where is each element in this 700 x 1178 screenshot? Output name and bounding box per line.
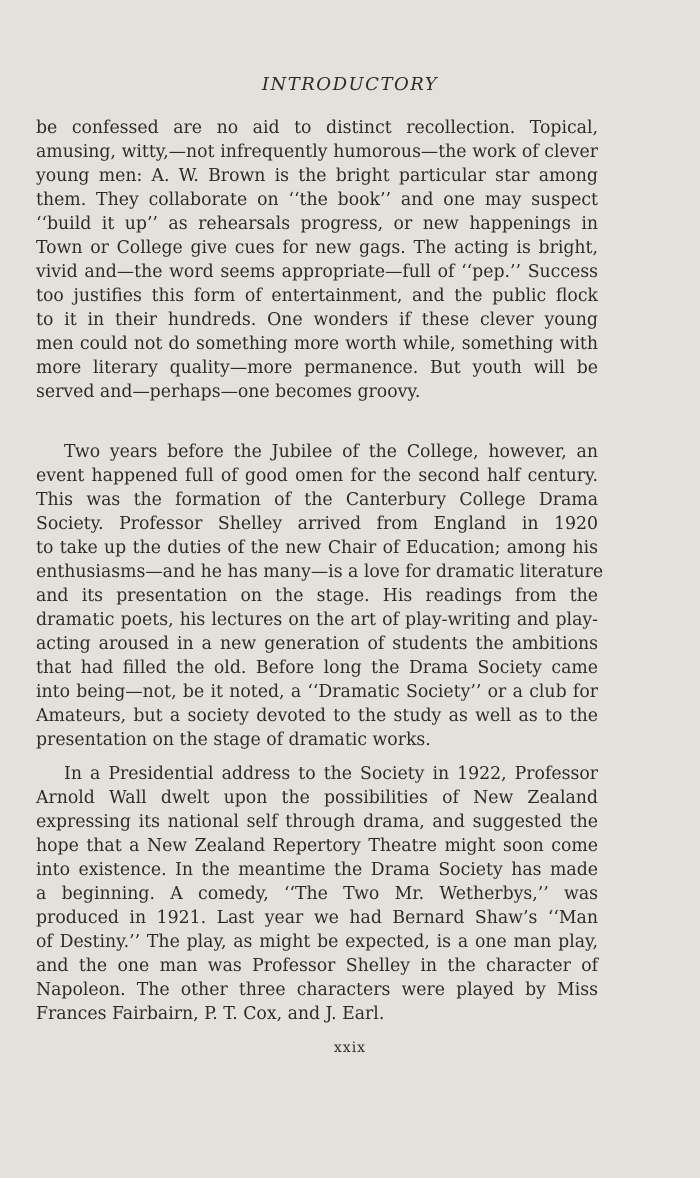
text-line: and the one man was Professor Shelley in the character of (36, 956, 598, 976)
text-line: presentation on the stage of dramatic works. (36, 730, 431, 750)
running-header: INTRODUCTORY (261, 74, 439, 95)
text-line: produced in 1921. Last year we had Bernard Shaw’s ‘‘Man (36, 908, 598, 928)
text-line: into existence. In the meantime the Drama Society has made (36, 860, 598, 880)
text-line: In a Presidential address to the Society in 1922, Professor (64, 764, 598, 784)
text-line: Napoleon. The other three characters were played by Miss (36, 980, 598, 1000)
text-line: be confessed are no aid to distinct recollection. Topical, (36, 118, 598, 138)
text-line: Amateurs, but a society devoted to the study as well as to the (36, 706, 598, 726)
text-line: and its presentation on the stage. His readings from the (36, 586, 598, 606)
text-line: a beginning. A comedy, ‘‘The Two Mr. Wetherbys,’’ was (36, 884, 598, 904)
paragraph-gap (36, 404, 598, 440)
paragraph (36, 762, 598, 1026)
text-line: Society. Professor Shelley arrived from England in 1920 (36, 514, 598, 534)
text-line: of Destiny.’’ The play, as might be expected, is a one man play, (36, 932, 598, 952)
text-line: Two years before the Jubilee of the College, however, an (64, 442, 598, 462)
text-line: hope that a New Zealand Repertory Theatre might soon come (36, 836, 598, 856)
paragraph (36, 116, 598, 404)
text-line: men could not do something more worth while, something with (36, 334, 598, 354)
body-text (36, 116, 604, 1026)
text-line: Frances Fairbairn, P. T. Cox, and J. Earl. (36, 1004, 385, 1024)
text-line: expressing its national self through drama, and suggested the (36, 812, 598, 832)
text-line: to take up the duties of the new Chair of Education; among his (36, 538, 598, 558)
text-line: event happened full of good omen for the second half century. (36, 466, 598, 486)
text-line: dramatic poets, his lectures on the art of play-writing and play- (36, 610, 598, 630)
text-line: young men: A. W. Brown is the bright particular star among (36, 166, 598, 186)
page-number: xxix (333, 1040, 367, 1056)
text-line: into being—not, be it noted, a ‘‘Dramatic Society’’ or a club for (36, 682, 598, 702)
text-line: vivid and—the word seems appropriate—full of ‘‘pep.’’ Success (36, 262, 598, 282)
text-line: acting aroused in a new generation of students the ambitions (36, 634, 598, 654)
paragraph (36, 440, 604, 752)
text-line: Arnold Wall dwelt upon the possibilities of New Zealand (36, 788, 598, 808)
text-line: This was the formation of the Canterbury College Drama (36, 490, 598, 510)
text-line: ‘‘build it up’’ as rehearsals progress, or new happenings in (36, 214, 598, 234)
text-line: them. They collaborate on ‘‘the book’’ and one may suspect (36, 190, 598, 210)
text-line: more literary quality—more permanence. But youth will be (36, 358, 598, 378)
text-line: Town or College give cues for new gags. The acting is bright, (36, 238, 598, 258)
paragraph-gap (36, 752, 598, 762)
text-line: too justifies this form of entertainment, and the public flock (36, 286, 598, 306)
text-line: enthusiasms—and he has many—is a love for dramatic literature (36, 562, 604, 582)
text-line: served and—perhaps—one becomes groovy. (36, 382, 421, 402)
text-line: that had filled the old. Before long the Drama Society came (36, 658, 598, 678)
text-line: amusing, witty,—not infrequently humorous—the work of clever (36, 142, 598, 162)
text-line: to it in their hundreds. One wonders if these clever young (36, 310, 598, 330)
